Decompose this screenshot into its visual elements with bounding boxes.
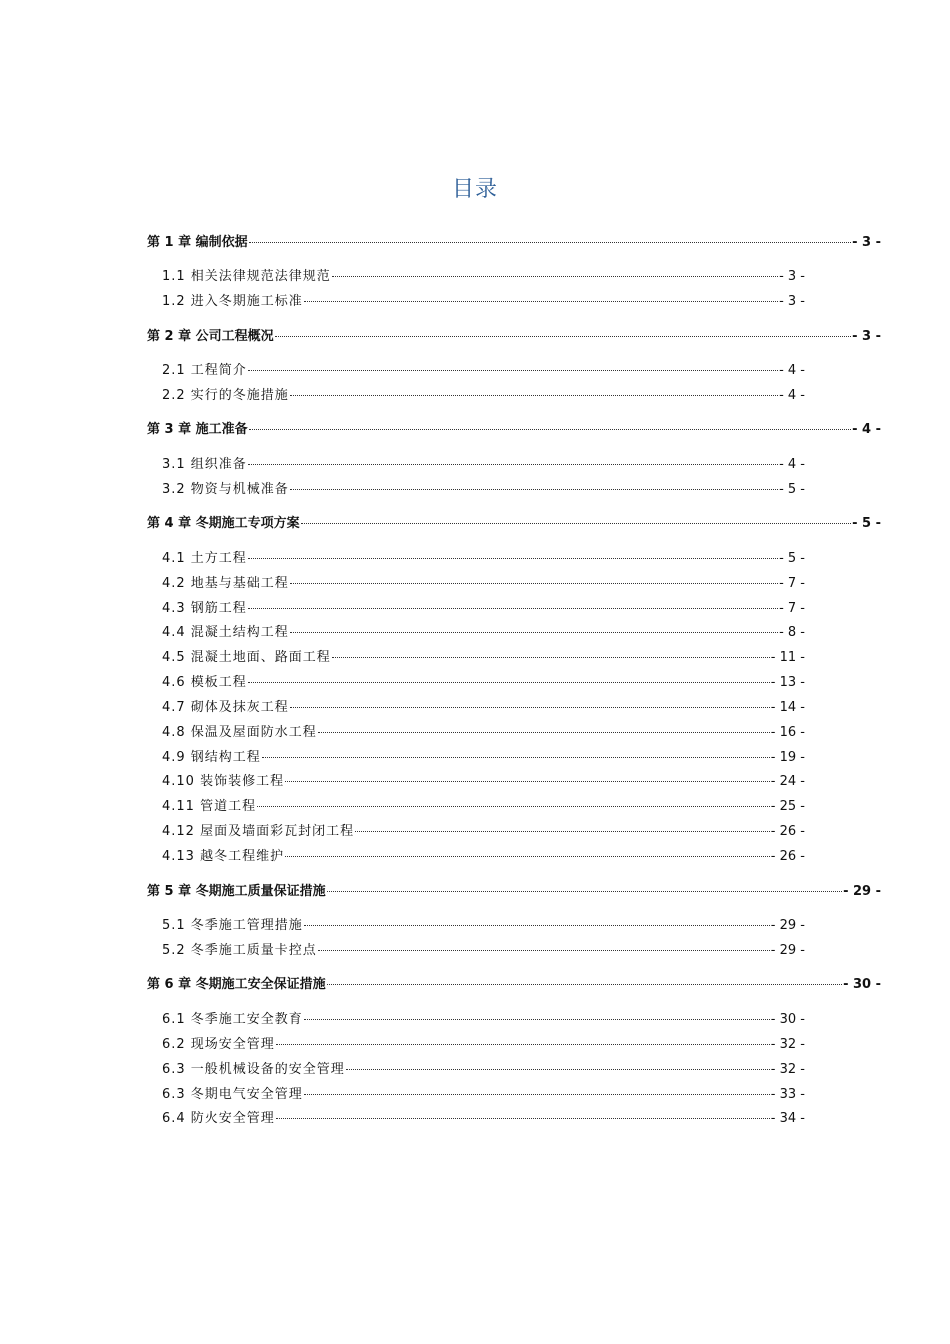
toc-chapter-entry[interactable] [147,231,881,250]
toc-section-entry[interactable] [162,1008,805,1027]
toc-dot-leader [257,806,770,807]
toc-dot-leader [346,1069,770,1070]
toc-section-entry[interactable] [162,290,805,309]
toc-title: 目录 [451,177,498,202]
toc-section-entry[interactable] [162,478,805,497]
toc-dot-leader [290,632,778,633]
toc-section-entry[interactable] [162,621,805,640]
toc-section-entry[interactable] [162,265,805,284]
toc-entry-label: 4.9 钢结构工程 [162,750,261,765]
toc-entry-label: 4.11 管道工程 [162,799,257,814]
toc-section-entry[interactable] [162,384,805,403]
toc-entry-page-number: - 30 - [843,977,881,992]
toc-section-entry[interactable] [162,547,805,566]
toc-dot-leader [355,831,770,832]
toc-entry-label: 1.2 进入冬期施工标准 [162,294,303,309]
toc-section-entry[interactable] [162,914,805,933]
toc-entry-page-number: - 29 - [770,943,805,958]
toc-chapter-entry[interactable] [147,418,881,437]
toc-entry-label: 第 4 章 冬期施工专项方案 [147,516,300,531]
toc-section-entry[interactable] [162,1083,805,1102]
toc-entry-page-number: - 3 - [852,235,881,250]
toc-dot-leader [249,429,851,430]
toc-chapter-entry[interactable] [147,325,881,344]
toc-entry-label: 4.2 地基与基础工程 [162,576,289,591]
toc-entry-label: 4.8 保温及屋面防水工程 [162,725,317,740]
toc-entry-label: 4.5 混凝土地面、路面工程 [162,650,331,665]
toc-dot-leader [248,464,778,465]
toc-dot-leader [304,301,778,302]
toc-entry-page-number: - 24 - [770,774,805,789]
toc-section-entry[interactable] [162,721,805,740]
toc-chapter-entry[interactable] [147,512,881,531]
toc-entry-page-number: - 30 - [770,1012,805,1027]
toc-dot-leader [276,1044,770,1045]
toc-section-entry[interactable] [162,453,805,472]
toc-entry-page-number: - 5 - [779,482,805,497]
toc-entry-page-number: - 7 - [779,576,805,591]
toc-entry-label: 4.6 模板工程 [162,675,247,690]
toc-entry-label: 4.12 屋面及墙面彩瓦封闭工程 [162,824,355,839]
toc-dot-leader [304,1094,770,1095]
toc-section-entry[interactable] [162,1107,805,1126]
toc-dot-leader [248,558,778,559]
toc-section-entry[interactable] [162,696,805,715]
toc-entry-page-number: - 8 - [779,625,805,640]
toc-entry-label: 4.1 土方工程 [162,551,247,566]
toc-entry-page-number: - 5 - [852,516,881,531]
toc-section-entry[interactable] [162,820,805,839]
toc-entry-label: 6.3 一般机械设备的安全管理 [162,1062,345,1077]
toc-dot-leader [285,781,770,782]
toc-dot-leader [290,489,778,490]
toc-entry-label: 4.3 钢筋工程 [162,601,247,616]
toc-entry-page-number: - 4 - [779,457,805,472]
toc-dot-leader [262,757,770,758]
toc-dot-leader [248,682,770,683]
toc-entry-page-number: - 7 - [779,601,805,616]
toc-entry-page-number: - 26 - [770,849,805,864]
toc-entry-label: 第 6 章 冬期施工安全保证措施 [147,977,326,992]
toc-entry-page-number: - 3 - [779,269,805,284]
toc-entry-label: 4.13 越冬工程维护 [162,849,285,864]
toc-dot-leader [290,395,778,396]
toc-dot-leader [318,950,770,951]
toc-section-entry[interactable] [162,597,805,616]
toc-entry-label: 5.2 冬季施工质量卡控点 [162,943,317,958]
toc-dot-leader [290,707,770,708]
toc-entry-page-number: - 32 - [770,1037,805,1052]
toc-dot-leader [304,1019,770,1020]
toc-dot-leader [248,608,778,609]
toc-entry-page-number: - 34 - [770,1111,805,1126]
toc-entry-page-number: - 29 - [770,918,805,933]
toc-entry-label: 第 5 章 冬期施工质量保证措施 [147,884,326,899]
toc-section-entry[interactable] [162,795,805,814]
toc-entry-page-number: - 5 - [779,551,805,566]
toc-entry-label: 6.1 冬季施工安全教育 [162,1012,303,1027]
toc-section-entry[interactable] [162,845,805,864]
toc-section-entry[interactable] [162,939,805,958]
toc-entry-page-number: - 29 - [843,884,881,899]
toc-dot-leader [301,523,851,524]
toc-entry-page-number: - 3 - [779,294,805,309]
toc-section-entry[interactable] [162,359,805,378]
toc-entry-label: 4.7 砌体及抹灰工程 [162,700,289,715]
toc-section-entry[interactable] [162,572,805,591]
toc-section-entry[interactable] [162,671,805,690]
toc-dot-leader [332,657,770,658]
toc-entry-page-number: - 11 - [770,650,805,665]
toc-entry-label: 2.1 工程简介 [162,363,247,378]
toc-entry-label: 2.2 实行的冬施措施 [162,388,289,403]
toc-entry-page-number: - 14 - [770,700,805,715]
toc-entry-page-number: - 4 - [779,363,805,378]
toc-entry-label: 3.1 组织准备 [162,457,247,472]
toc-entry-label: 第 3 章 施工准备 [147,422,248,437]
toc-dot-leader [249,242,851,243]
toc-dot-leader [290,583,778,584]
toc-entry-page-number: - 26 - [770,824,805,839]
toc-entry-page-number: - 32 - [770,1062,805,1077]
toc-entry-page-number: - 3 - [852,329,881,344]
toc-dot-leader [275,336,851,337]
toc-section-entry[interactable] [162,770,805,789]
toc-dot-leader [318,732,770,733]
toc-section-entry[interactable] [162,1058,805,1077]
toc-entry-label: 4.4 混凝土结构工程 [162,625,289,640]
toc-entry-label: 第 2 章 公司工程概况 [147,329,274,344]
toc-entry-page-number: - 19 - [770,750,805,765]
toc-entry-page-number: - 13 - [770,675,805,690]
toc-entry-label: 6.3 冬期电气安全管理 [162,1087,303,1102]
toc-section-entry[interactable] [162,746,805,765]
toc-entry-page-number: - 25 - [770,799,805,814]
toc-entry-page-number: - 4 - [852,422,881,437]
toc-entry-label: 5.1 冬季施工管理措施 [162,918,303,933]
toc-entry-page-number: - 33 - [770,1087,805,1102]
toc-entry-label: 4.10 装饰装修工程 [162,774,285,789]
toc-entry-page-number: - 16 - [770,725,805,740]
toc-entry-label: 1.1 相关法律规范法律规范 [162,269,331,284]
toc-entry-label: 6.4 防火安全管理 [162,1111,275,1126]
toc-entry-label: 3.2 物资与机械准备 [162,482,289,497]
toc-entry-page-number: - 4 - [779,388,805,403]
toc-dot-leader [285,856,770,857]
toc-chapter-entry[interactable] [147,973,881,992]
toc-dot-leader [248,370,778,371]
toc-dot-leader [327,984,842,985]
toc-dot-leader [304,925,770,926]
toc-section-entry[interactable] [162,646,805,665]
toc-section-entry[interactable] [162,1033,805,1052]
toc-dot-leader [276,1118,770,1119]
toc-entry-label: 第 1 章 编制依据 [147,235,248,250]
toc-entry-label: 6.2 现场安全管理 [162,1037,275,1052]
toc-dot-leader [327,891,842,892]
toc-dot-leader [332,276,778,277]
toc-chapter-entry[interactable] [147,880,881,899]
